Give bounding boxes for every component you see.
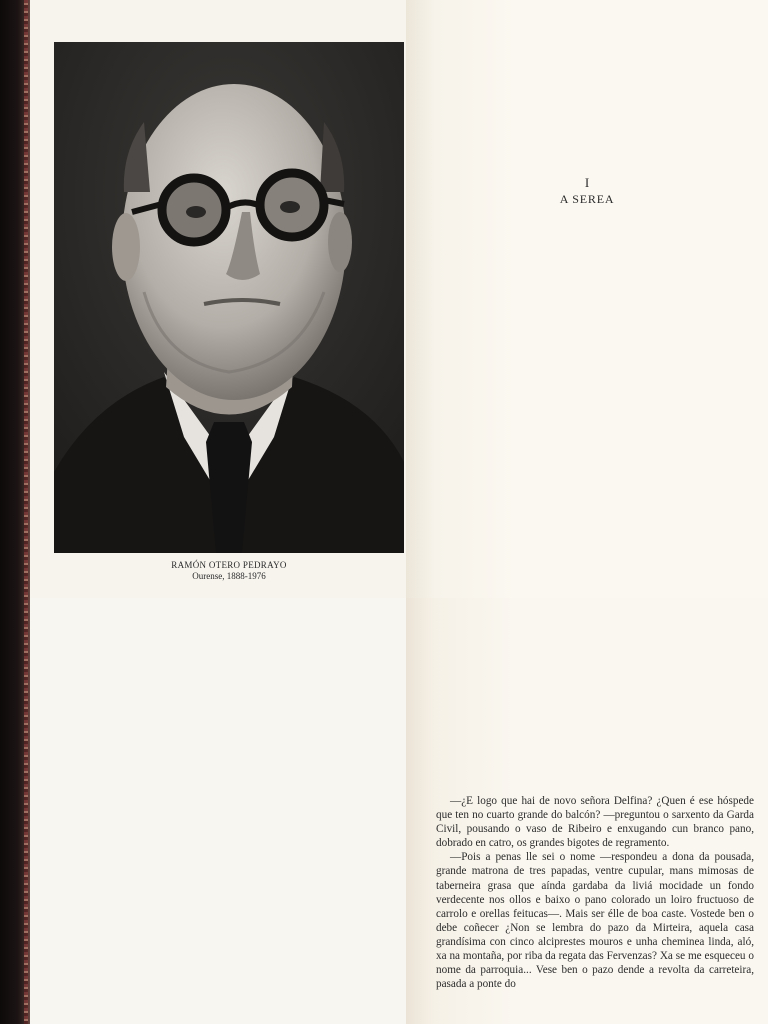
frontispiece-page: [30, 0, 406, 598]
portrait-caption: [54, 560, 404, 582]
portrait-image: [54, 42, 404, 553]
chapter-title-page: [406, 0, 768, 598]
chapter-title: A SEREA: [559, 192, 615, 206]
text-page: [406, 598, 768, 1024]
book-edge: [0, 0, 30, 1024]
caption-author-name: RAMÓN OTERO PEDRAYO: [171, 560, 287, 570]
paragraph: —¿E logo que hai de novo señora Delfina? ¿Quen é ese hóspede que ten no cuarto grande do balcón? —preguntou o sarxento da Garda Civil, pousando o vaso de Ribeiro e enxugando cun branco pano, dobrado en catro, os grandes bigotes de regramento.: [436, 795, 754, 850]
blank-page: [30, 598, 406, 1024]
chapter-number: I: [584, 175, 590, 190]
caption-dates: Ourense, 1888-1976: [192, 571, 266, 581]
author-portrait: [54, 42, 404, 553]
paragraph: —Pois a penas lle sei o nome —respondeu a dona da pousada, grande matrona de tres papadas, ventre cupular, mans mimosas de taberneira grasa que aínda gardaba da liviá mocidade un fondo verdecente nos ollos e baixo o pano colorado un loiro fructuoso de carrolo e orellas feitucas—. Mais ser élle de boa caste. Vostede ben o debe coñecer ¿Non se lembra do pazo da Mirteira, aquela casa grandísima con cinco alciprestes mouros e unha cheminea linda, aló, xa na montaña, por riba da regata das Fervenzas? Xa se me esqueceu o nome da parroquia... Vese ben o pazo dende a revolta da carreteira, pasada a ponte do: [436, 851, 754, 991]
body-text: [436, 794, 754, 991]
